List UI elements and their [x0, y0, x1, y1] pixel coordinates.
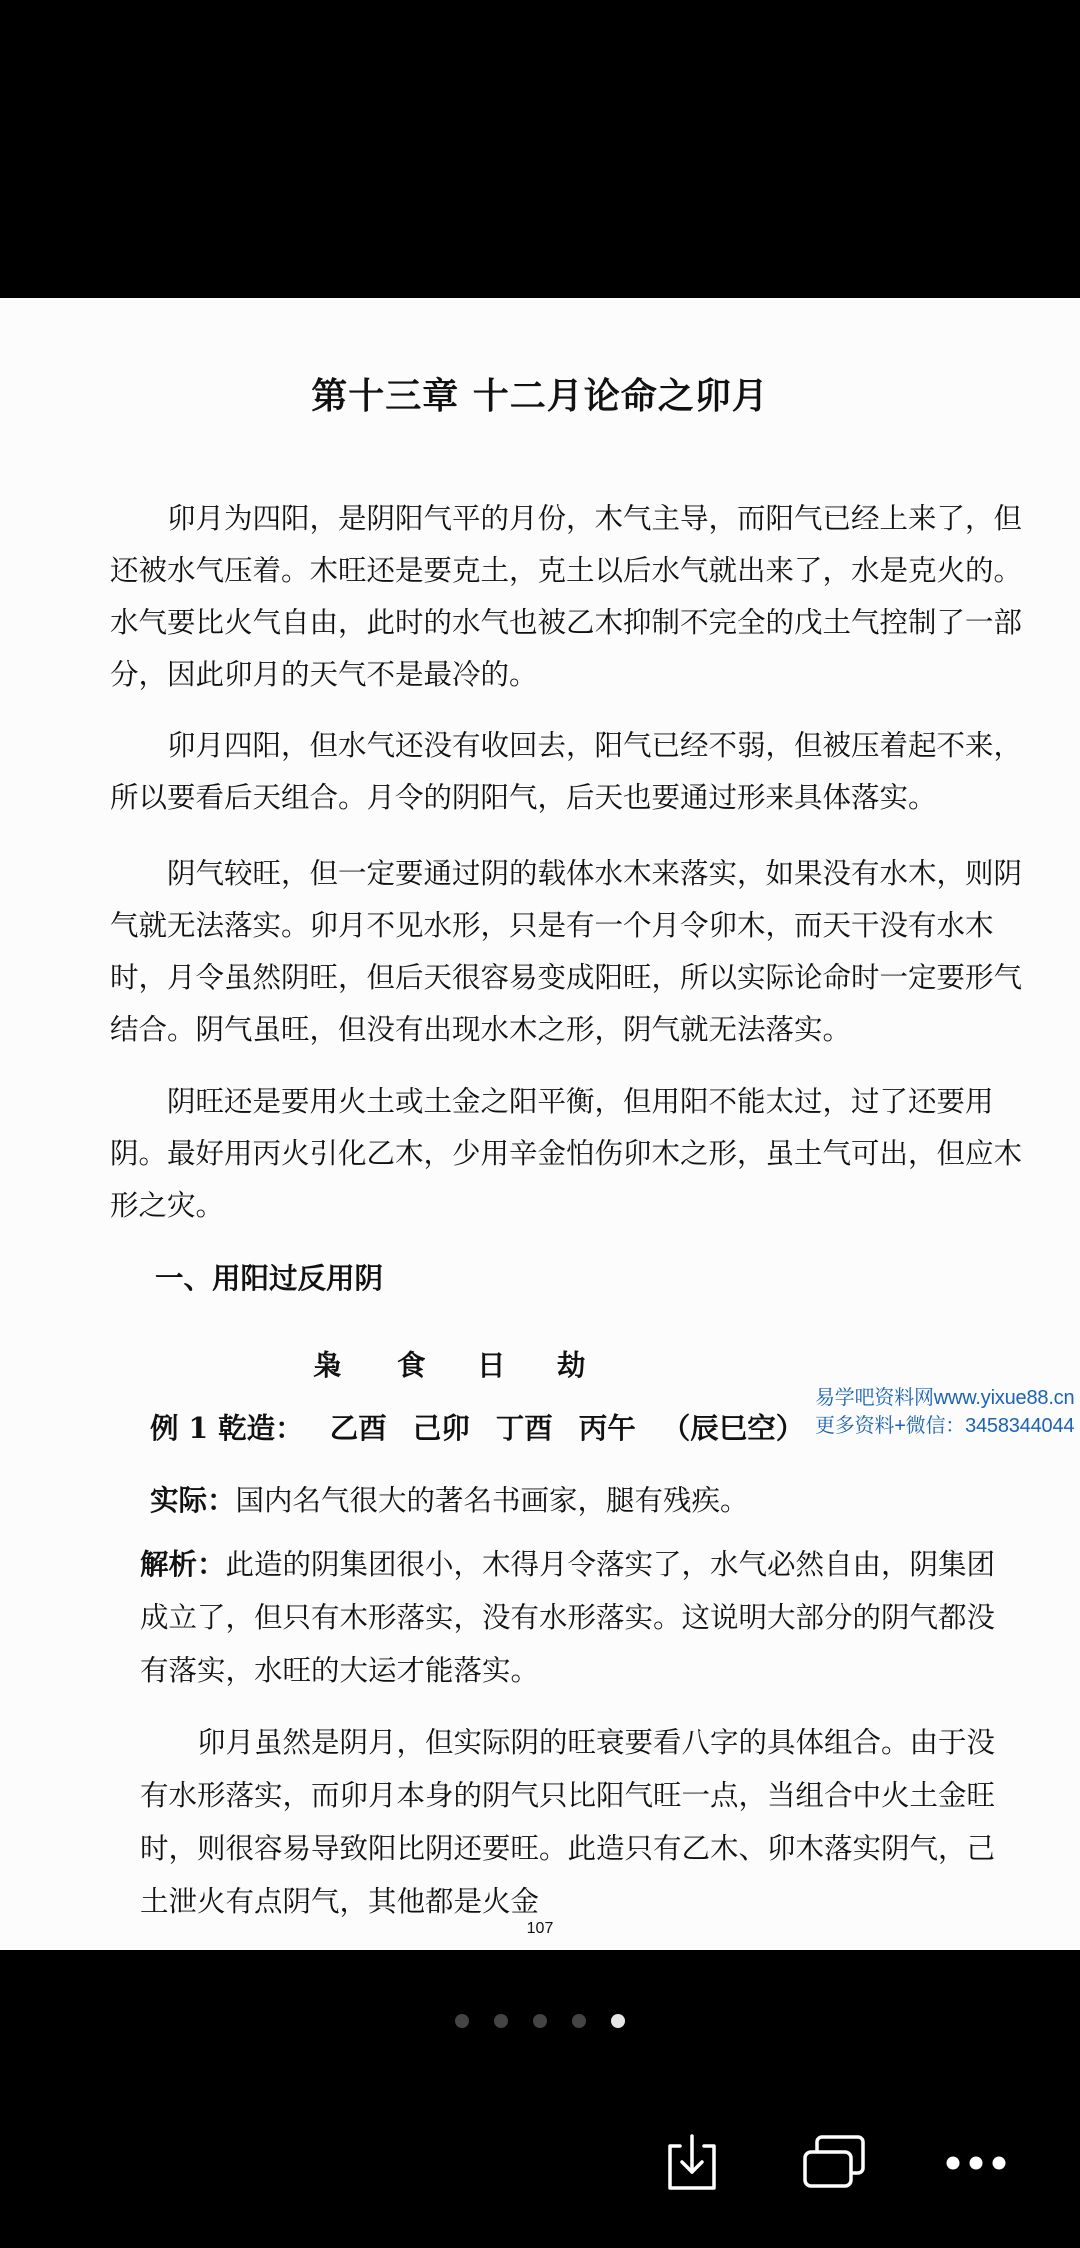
- pillar-day: 丁酉: [495, 1411, 553, 1445]
- paragraph-1: 卯月为四阳，是阴阳气平的月份，木气主导，而阳气已经上来了，但还被水气压着。木旺还是要克土，克土以后水气就出来了，水是克火的。水气要比火气自由，此时的水气也被乙木抑制不完全的戊土气控制了一部分，因此卯月的天气不是最冷的。: [110, 502, 1023, 691]
- page-dot-2[interactable]: [494, 2014, 508, 2028]
- paragraph-4: 阴旺还是要用火土或土金之阳平衡，但用阳不能太过，过了还要用阴。最好用丙火引化乙木，少用辛金怕伤卯木之形，虽土气可出，但应木形之灾。: [110, 1085, 1023, 1222]
- shishen-3: 日: [477, 1348, 506, 1382]
- paragraph-3: 阴气较旺，但一定要通过阴的载体水木来落实，如果没有水木，则阴气就无法落实。卯月不见水形，只是有一个月令卯木，而天干没有水木时，月令虽然阴旺，但后天很容易变成阳旺，所以实际论命时一定要形气结合。阴气虽旺，但没有出现水木之形，阴气就无法落实。: [110, 857, 1023, 1046]
- page-dot-5[interactable]: [611, 2014, 625, 2028]
- section-heading: 一、用阳过反用阴: [155, 1261, 384, 1295]
- watermark-line-2: 更多资料+微信：3458344044: [815, 1415, 1075, 1437]
- actual-label: 实际：: [150, 1483, 236, 1517]
- analysis-label: 解析：: [140, 1547, 226, 1581]
- download-button[interactable]: [656, 2128, 728, 2200]
- page-dot-4[interactable]: [572, 2014, 586, 2028]
- download-icon: [662, 2132, 722, 2196]
- more-icon: [946, 2155, 1006, 2174]
- paragraph-last: 卯月虽然是阴月，但实际阴的旺衰要看八字的具体组合。由于没有水形落实，而卯月本身的阴气只比阳气旺一点，当组合中火土金旺时，则很容易导致阳比阴还要旺。此造只有乙木、卯木落实阴气，己土泄火有点阴气，其他都是火金: [140, 1726, 996, 1918]
- copy-button[interactable]: [798, 2128, 870, 2200]
- actual-text: 国内名气很大的著名书画家，腿有残疾。: [235, 1484, 749, 1517]
- example-label: 例 1 乾造：: [150, 1411, 304, 1445]
- watermark: [815, 1384, 1080, 1448]
- watermark-line-1: 易学吧资料网www.yixue88.cn: [815, 1387, 1075, 1409]
- chapter-title: 第十三章 十二月论命之卯月: [311, 375, 769, 417]
- shishen-2: 食: [397, 1348, 426, 1382]
- page-dot-3[interactable]: [533, 2014, 547, 2028]
- page-indicator: [0, 2013, 1080, 2032]
- example-line: [150, 1406, 830, 1447]
- analysis-text: 此造的阴集团很小，木得月令落实了，水气必然自由，阴集团成立了，但只有木形落实，没有水形落实。这说明大部分的阴气都没有落实，水旺的大运才能落实。: [140, 1548, 996, 1687]
- page-dot-1[interactable]: [455, 2014, 469, 2028]
- page-number: 107: [526, 1920, 554, 1937]
- shishen-1: 枭: [313, 1348, 342, 1382]
- copy-icon: [801, 2134, 867, 2194]
- pillar-hour: 丙午: [578, 1411, 636, 1445]
- actual-line: [150, 1478, 749, 1519]
- analysis-paragraph: [140, 1538, 1010, 1697]
- shishen-4: 劫: [557, 1348, 586, 1382]
- more-button[interactable]: [940, 2128, 1012, 2200]
- pillar-month: 己卯: [412, 1411, 470, 1445]
- pillar-year: 乙酉: [329, 1411, 387, 1445]
- document-page: [0, 298, 1080, 1950]
- paragraph-2: 卯月四阳，但水气还没有收回去，阳气已经不弱，但被压着起不来，所以要看后天组合。月令的阴阳气，后天也要通过形来具体落实。: [110, 729, 1023, 814]
- kongwang: （辰巳空）: [661, 1411, 805, 1445]
